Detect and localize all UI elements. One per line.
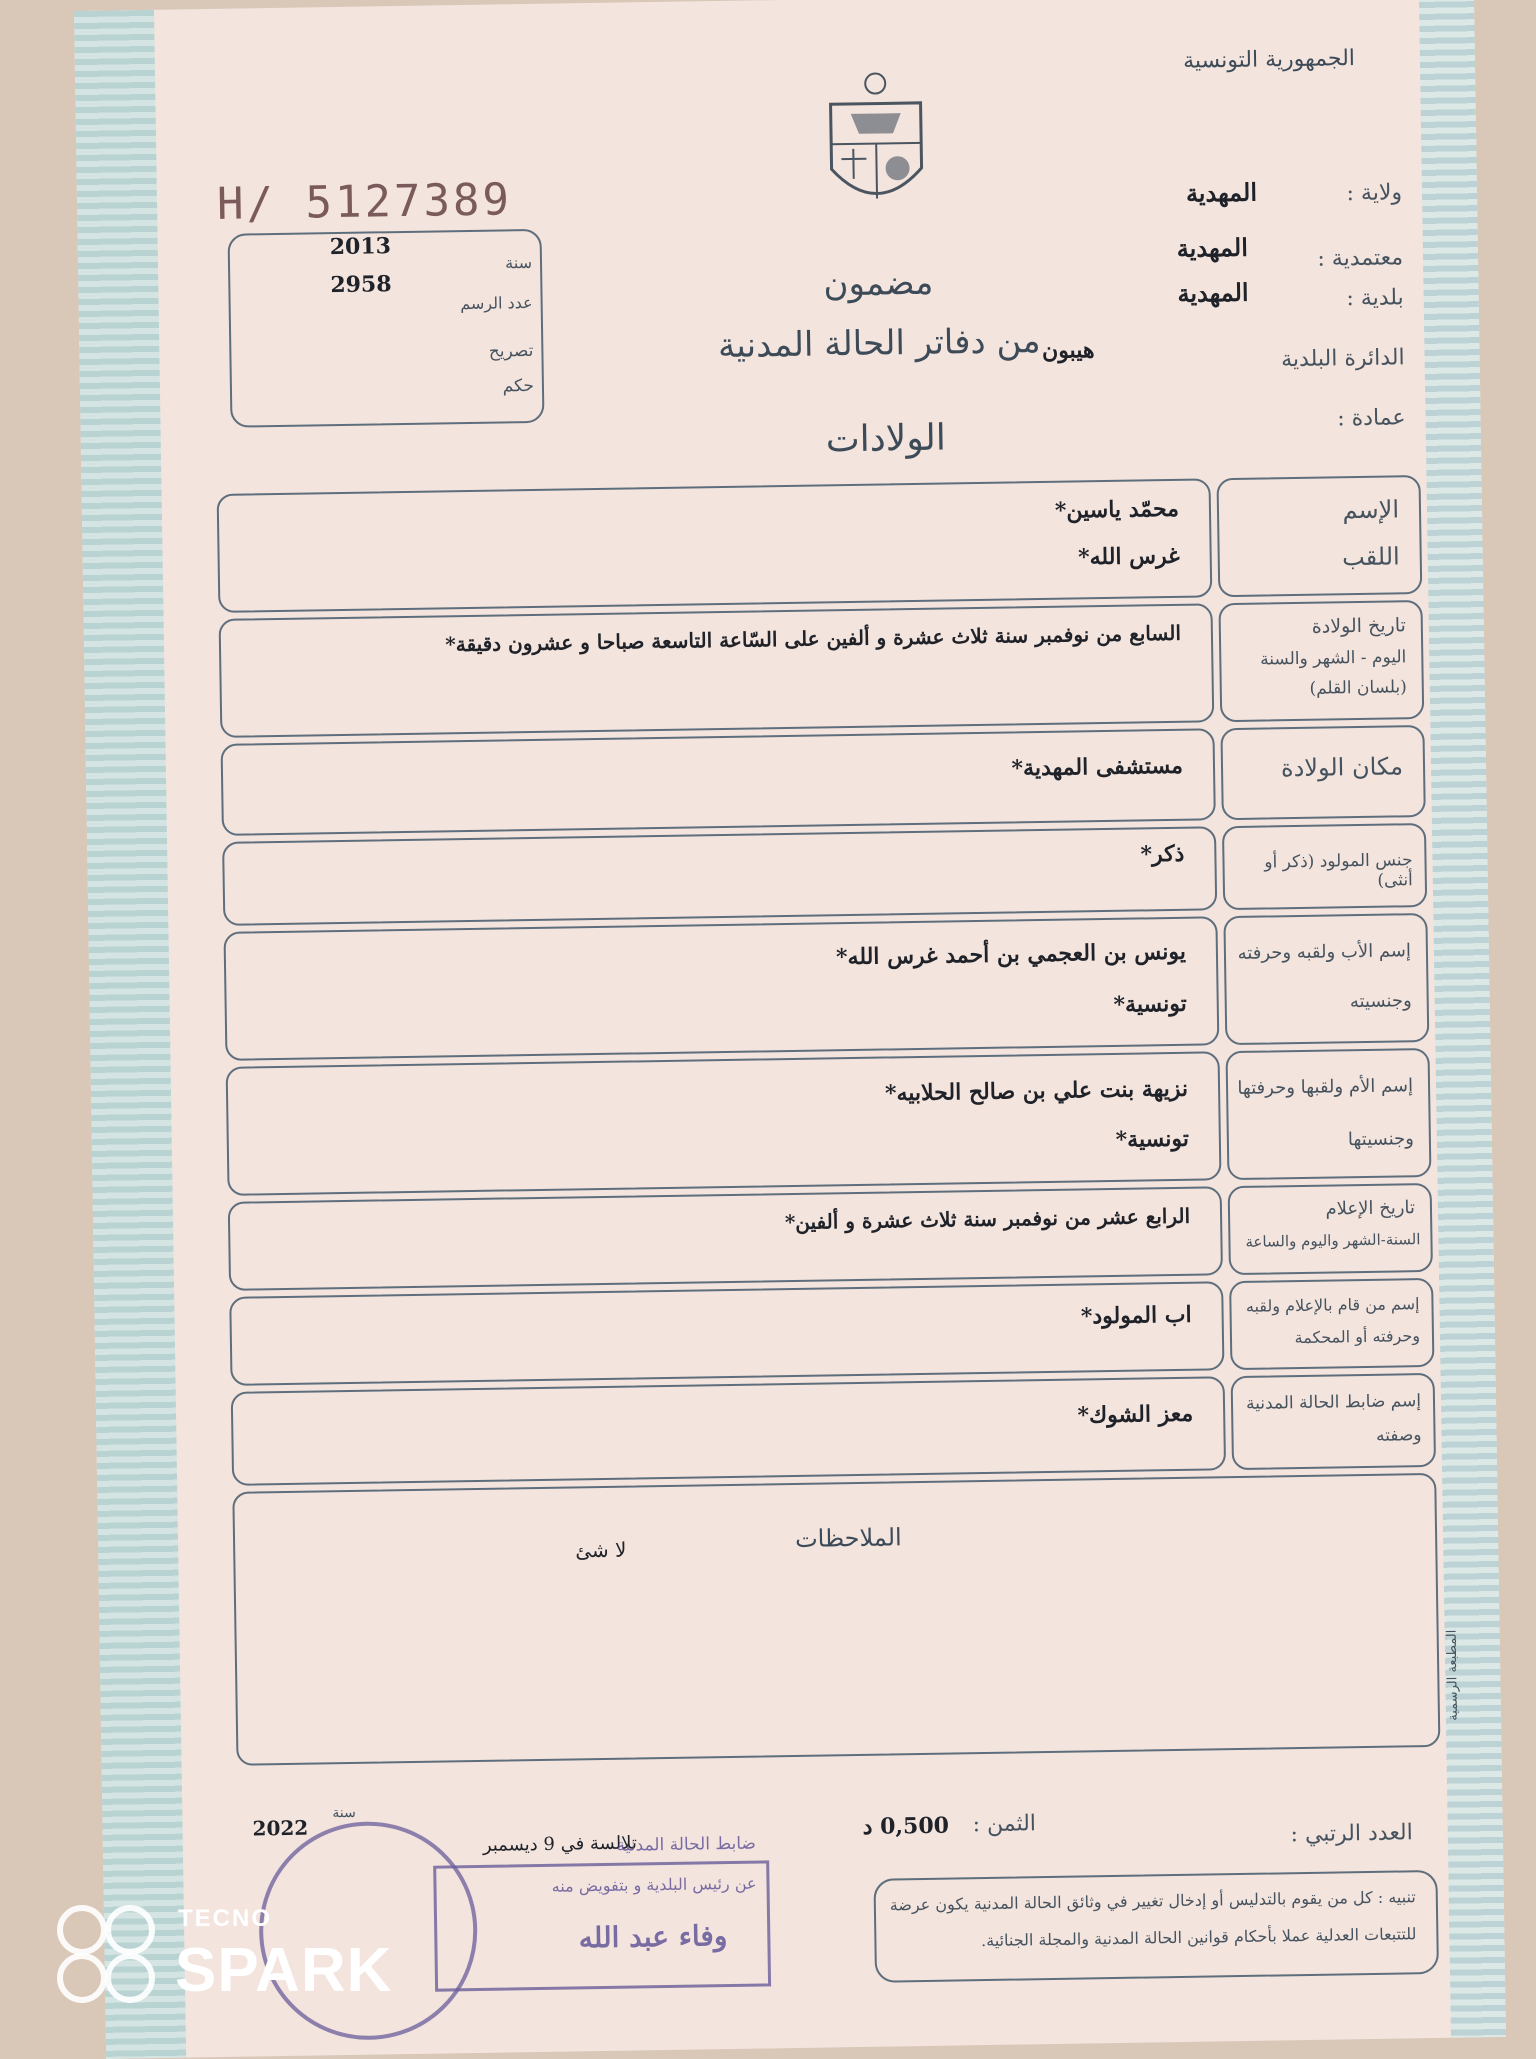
birth-place-label-box [1220, 725, 1425, 820]
surname-value: غرس الله* [1077, 542, 1180, 571]
birth-date-label: تاريخ الولادة [1311, 614, 1406, 638]
birth-place-value-box [221, 728, 1216, 836]
father-value: يونس بن العجمي بن أحمد غرس الله* [835, 938, 1187, 971]
declaration-date-label: تاريخ الإعلام [1325, 1197, 1416, 1220]
mother-label-box [1225, 1048, 1431, 1180]
stamp-officer-line: ضابط الحالة المدنية [616, 1833, 757, 1856]
remarks-value: لا شئ [575, 1537, 627, 1563]
ordinal-number-label: العدد الرتبي : [1290, 1820, 1413, 1848]
declaration-label: تصريح [488, 340, 534, 362]
mother-value: نزيهة بنت علي بن صالح الحلابيه* [884, 1075, 1189, 1107]
father-label-box [1223, 913, 1429, 1045]
birth-date-sublabel: اليوم - الشهر والسنة [1260, 647, 1407, 670]
birth-place-value: مستشفى المهدية* [1011, 752, 1184, 782]
birth-date-label-box [1218, 600, 1424, 722]
sex-label-box [1222, 823, 1427, 910]
printer-label: المطبعة الرسمية [1444, 1629, 1462, 1721]
first-name-label: الإسم [1342, 495, 1400, 525]
name-value-box [217, 478, 1213, 613]
declarant-value-box [229, 1281, 1224, 1386]
document-title: مضمون [823, 262, 934, 305]
declarant-label: إسم من قام بالإعلام ولقبه [1245, 1294, 1420, 1316]
officer-value: معز الشوك* [1077, 1400, 1194, 1429]
remarks-label: الملاحظات [794, 1523, 902, 1553]
omda-label: عمادة : [1337, 405, 1406, 432]
camera-brand-logo-icon [52, 1900, 162, 2010]
sex-value-box [222, 826, 1217, 926]
stamp-delegation-line: عن رئيس البلدية و بتفويض منه [551, 1873, 757, 1896]
stamp-signature: وفاء عبد الله [578, 1919, 728, 1955]
registration-year: 2013 [329, 233, 392, 261]
surname-label: اللقب [1341, 542, 1400, 572]
issue-date: تلالسة في 9 ديسمبر [482, 1832, 638, 1856]
father-value-box [223, 916, 1219, 1061]
name-label-box [1216, 475, 1422, 597]
footer-year-value: 2022 [252, 1815, 309, 1841]
father-nationality: تونسية* [1113, 990, 1187, 1018]
watermark-brand: TECNO [178, 1905, 272, 1932]
delegation-label: معتمدية : [1317, 245, 1404, 272]
municipality-value: المهدية [1177, 277, 1249, 308]
sex-value: ذكر* [1140, 840, 1185, 868]
district-label: الدائرة البلدية [1280, 345, 1405, 373]
declarant-sublabel: وحرفته أو المحكمة [1294, 1326, 1421, 1348]
registration-box [228, 229, 545, 428]
judgment-label: حكم [502, 375, 535, 397]
watermark-model: SPARK [175, 1936, 393, 2005]
declaration-date-value-box [228, 1186, 1223, 1291]
price-value: 0,500 د [862, 1812, 950, 1840]
warning-box [873, 1870, 1439, 1983]
mother-value-box [226, 1051, 1222, 1196]
warning-line-2: للتتبعات العدلية عملا بأحكام قوانين الحالة المدنية والمجلة الجنائية. [980, 1924, 1417, 1951]
governorate-label: ولاية : [1346, 180, 1403, 207]
number-label: عدد الرسم [460, 292, 533, 314]
declaration-date-label-box [1228, 1183, 1433, 1275]
delegation-value: المهدية [1176, 232, 1249, 263]
remarks-box [232, 1473, 1440, 1766]
father-nationality-label: وجنسيته [1349, 990, 1412, 1013]
mother-nationality-label: وجنسيتها [1347, 1128, 1415, 1151]
birth-date-note: (بلسان القلم) [1309, 677, 1407, 699]
governorate-value: المهدية [1185, 177, 1258, 208]
left-decorative-border [74, 10, 186, 2059]
sex-label: جنس المولود (ذكر أو أنثى) [1264, 850, 1413, 891]
officer-sublabel: وصفته [1375, 1425, 1422, 1446]
birth-date-value-box [219, 603, 1215, 738]
birth-place-label: مكان الولادة [1280, 752, 1404, 783]
birth-certificate-page [74, 0, 1506, 2059]
mother-nationality: تونسية* [1115, 1125, 1190, 1153]
registration-number: 2958 [330, 271, 392, 299]
warning-line-1: تنبيه : كل من يقوم بالتدليس أو إدخال تغيير في وثائق الحالة المدنية يكون عرضة [889, 1887, 1416, 1915]
section-title: الولادات [825, 417, 947, 461]
republic-label: الجمهورية التونسية [1182, 46, 1356, 74]
declaration-date-value: الرابع عشر من نوفمبر سنة ثلاث عشرة و ألفين* [784, 1203, 1191, 1235]
footer-year-label: سنة [332, 1804, 356, 1822]
mother-label: إسم الأم ولقبها وحرفتها [1237, 1075, 1414, 1099]
officer-value-box [231, 1376, 1226, 1486]
district-value: هيبون [1041, 337, 1095, 364]
price-label: الثمن : [972, 1811, 1037, 1838]
municipality-label: بلدية : [1346, 285, 1404, 312]
first-name-value: محمّد ياسين* [1054, 495, 1180, 524]
birth-date-value: السابع من نوفمبر سنة ثلاث عشرة و ألفين على السّاعة التاسعة صباحا و عشرون دقيقة* [445, 620, 1182, 657]
declaration-date-sublabel: السنة-الشهر واليوم والساعة [1245, 1230, 1421, 1251]
serial-number: H/ 5127389 [216, 174, 513, 230]
year-label: سنة [505, 252, 533, 273]
document-subtitle: من دفاتر الحالة المدنية [717, 320, 1041, 367]
declarant-label-box [1229, 1278, 1434, 1370]
officer-label: إسم ضابط الحالة المدنية [1245, 1391, 1422, 1414]
tunisia-emblem-icon [820, 68, 932, 220]
officer-label-box [1231, 1373, 1436, 1470]
father-label: إسم الأب ولقبه وحرفته [1237, 940, 1412, 964]
declarant-value: اب المولود* [1080, 1301, 1192, 1330]
